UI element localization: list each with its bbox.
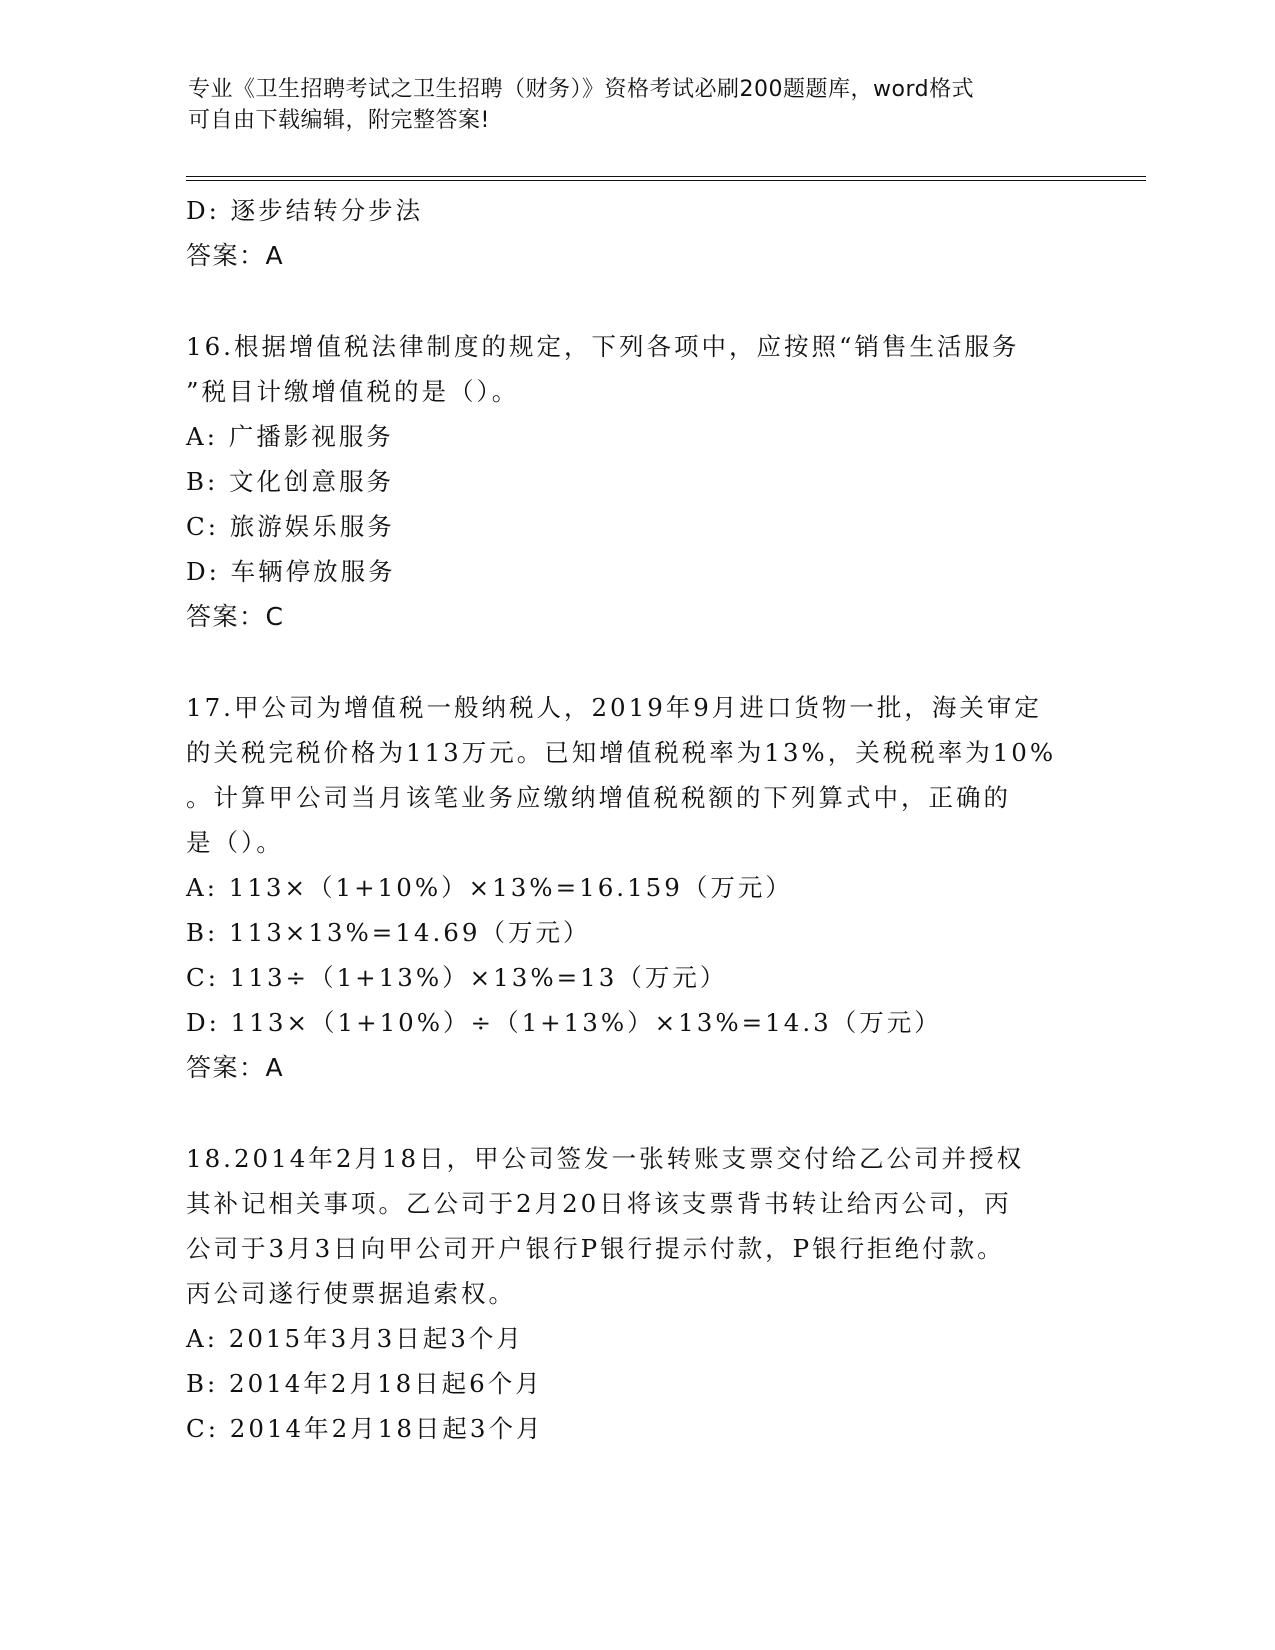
option-a: A: 2015年3月3日起3个月: [186, 1324, 524, 1353]
option-a: A: 113×（1+10%）×13%=16.159（万元）: [186, 873, 793, 902]
question-stem: 公司于3月3日向甲公司开户银行P银行提示付款，P银行拒绝付款。: [186, 1234, 1005, 1263]
question-stem: 其补记相关事项。乙公司于2月20日将该支票背书转让给丙公司，丙: [186, 1189, 1012, 1218]
spacer: [186, 278, 1086, 324]
option-b: B: 文化创意服务: [186, 467, 395, 496]
question-16: [186, 324, 1086, 639]
option-b: B: 2014年2月18日起6个月: [186, 1369, 543, 1398]
option-c: C: 2014年2月18日起3个月: [186, 1414, 544, 1443]
option-c: C: 旅游娱乐服务: [186, 512, 395, 541]
header-line-2: 可自由下载编辑，附完整答案!: [188, 108, 490, 133]
question-stem: 的关税完税价格为113万元。已知增值税税率为13%，关税税率为10%: [186, 738, 1057, 767]
spacer: [186, 639, 1086, 685]
option-d: D: 113×（1+10%）÷（1+13%）×13%=14.3（万元）: [186, 1008, 942, 1037]
option-a: A: 广播影视服务: [186, 422, 394, 451]
question-stem: 18.2014年2月18日，甲公司签发一张转账支票交付给乙公司并授权: [186, 1144, 1025, 1173]
option-d: D: 逐步结转分步法: [186, 196, 424, 225]
question-stem: 16.根据增值税法律制度的规定，下列各项中，应按照“销售生活服务: [186, 332, 1020, 361]
option-d: D: 车辆停放服务: [186, 557, 396, 586]
answer: 答案：C: [186, 602, 285, 631]
question-stem: 是（）。: [186, 828, 284, 857]
page-header: [188, 74, 1068, 136]
document-body: [186, 188, 1086, 1451]
question-stem: 。计算甲公司当月该笔业务应缴纳增值税税额的下列算式中，正确的: [186, 783, 1011, 812]
question-stem: 17.甲公司为增值税一般纳税人，2019年9月进口货物一批，海关审定: [186, 693, 1042, 722]
spacer: [186, 1090, 1086, 1136]
option-b: B: 113×13%=14.69（万元）: [186, 918, 591, 947]
question-17: [186, 685, 1086, 1090]
answer: 答案：A: [186, 1053, 285, 1082]
option-c: C: 113÷（1+13%）×13%=13（万元）: [186, 963, 728, 992]
question-18: [186, 1136, 1086, 1451]
question-stem: 丙公司遂行使票据追索权。: [186, 1279, 516, 1308]
previous-question-tail: [186, 188, 1086, 278]
header-line-1: 专业《卫生招聘考试之卫生招聘（财务）》资格考试必刷200题题库，word格式: [188, 77, 975, 102]
header-divider: [186, 176, 1146, 181]
answer: 答案：A: [186, 241, 285, 270]
question-stem: ”税目计缴增值税的是（）。: [186, 377, 520, 406]
